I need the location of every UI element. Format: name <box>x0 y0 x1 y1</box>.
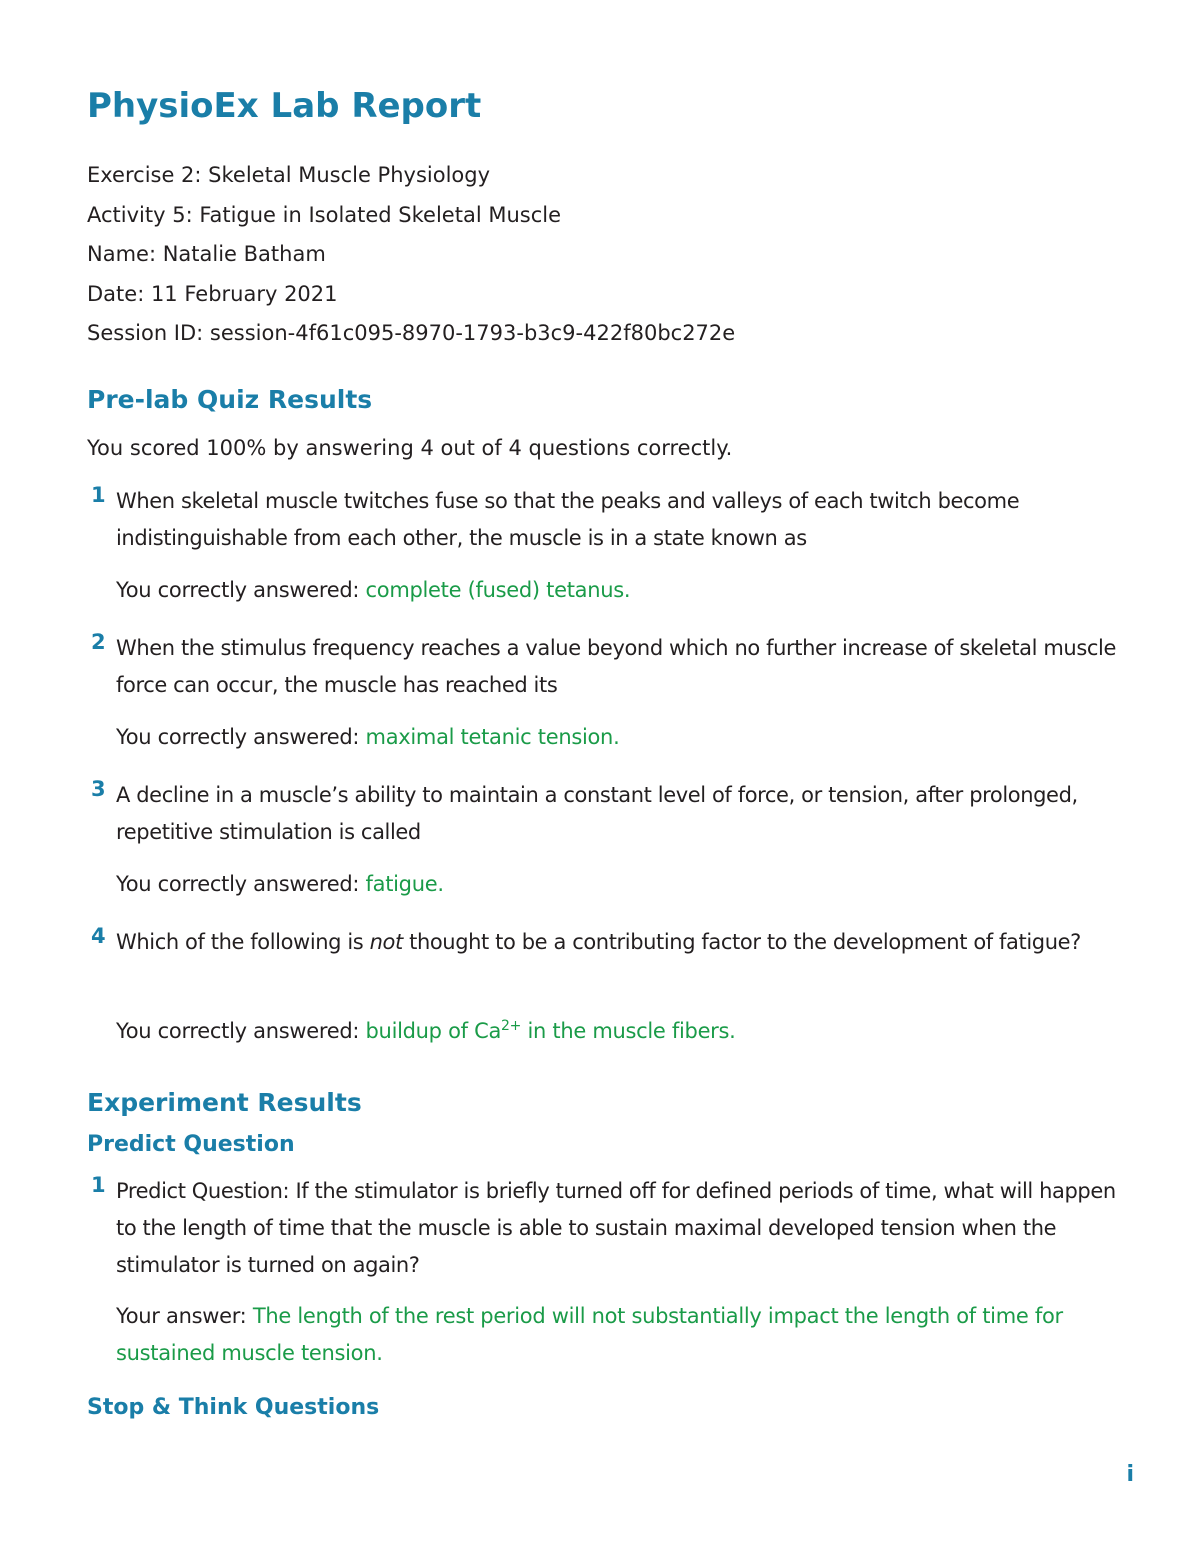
answer-value: fatigue. <box>365 872 444 896</box>
activity-line: Activity 5: Fatigue in Isolated Skeletal Muscle <box>87 203 562 227</box>
experiment-heading: Experiment Results <box>87 1088 362 1117</box>
answer-end: in the muscle fibers. <box>521 1019 736 1043</box>
answer-prefix: You correctly answered: <box>116 578 366 602</box>
answer-superscript: 2+ <box>501 1018 522 1034</box>
question-number: 1 <box>91 483 106 507</box>
question-number: 4 <box>91 924 106 948</box>
answer-prefix: You correctly answered: <box>116 725 366 749</box>
page-number: i <box>1126 1462 1134 1487</box>
answer-value: complete (fused) tetanus. <box>365 578 631 602</box>
question-answer <box>116 1013 1131 1050</box>
answer-prefix: You correctly answered: <box>116 872 366 896</box>
prelab-heading: Pre-lab Quiz Results <box>87 385 373 414</box>
question-number: 2 <box>91 630 106 654</box>
question-text: When the stimulus frequency reaches a value beyond which no further increase of skeletal muscle force can occur, the muscle has reached its <box>116 636 1116 697</box>
question-emphasis: not <box>369 930 403 954</box>
question-answer <box>116 719 1131 756</box>
answer-value: maximal tetanic tension. <box>365 725 620 749</box>
question-number: 1 <box>91 1173 106 1197</box>
question-answer <box>116 866 1131 903</box>
name-line: Name: Natalie Batham <box>87 242 326 266</box>
answer-prefix: Your answer: <box>116 1304 253 1328</box>
question-answer <box>116 572 1131 609</box>
session-line: Session ID: session-4f61c095-8970-1793-b3c9-422f80bc272e <box>87 321 736 345</box>
question-number: 3 <box>91 777 106 801</box>
question-text: A decline in a muscle’s ability to maintain a constant level of force, or tension, after prolonged, repetitive stimulation is called <box>116 783 1078 844</box>
question-text <box>116 924 1131 961</box>
question-text: When skeletal muscle twitches fuse so that the peaks and valleys of each twitch become indistinguishable from each other, the muscle is in a state known as <box>116 489 1020 550</box>
date-line: Date: 11 February 2021 <box>87 282 338 306</box>
answer-value: The length of the rest period will not substantially impact the length of time for sustained muscle tension. <box>116 1304 1063 1365</box>
question-text-end: thought to be a contributing factor to the development of fatigue? <box>402 930 1081 954</box>
stop-think-heading: Stop & Think Questions <box>87 1395 380 1420</box>
question-text: Predict Question: If the stimulator is briefly turned off for defined periods of time, what will happen to the length of time that the muscle is able to sustain maximal developed tension when the stimulator is turned on again? <box>116 1179 1116 1277</box>
predict-heading: Predict Question <box>87 1132 295 1157</box>
report-title: PhysioEx Lab Report <box>87 86 482 126</box>
answer-value <box>366 1019 736 1043</box>
exercise-line: Exercise 2: Skeletal Muscle Physiology <box>87 163 491 187</box>
quiz-score: You scored 100% by answering 4 out of 4 questions correctly. <box>87 436 733 460</box>
answer-start: buildup of Ca <box>365 1019 502 1043</box>
answer-prefix: You correctly answered: <box>116 1019 366 1043</box>
predict-answer <box>116 1298 1131 1372</box>
question-text-start: Which of the following is <box>116 930 370 954</box>
